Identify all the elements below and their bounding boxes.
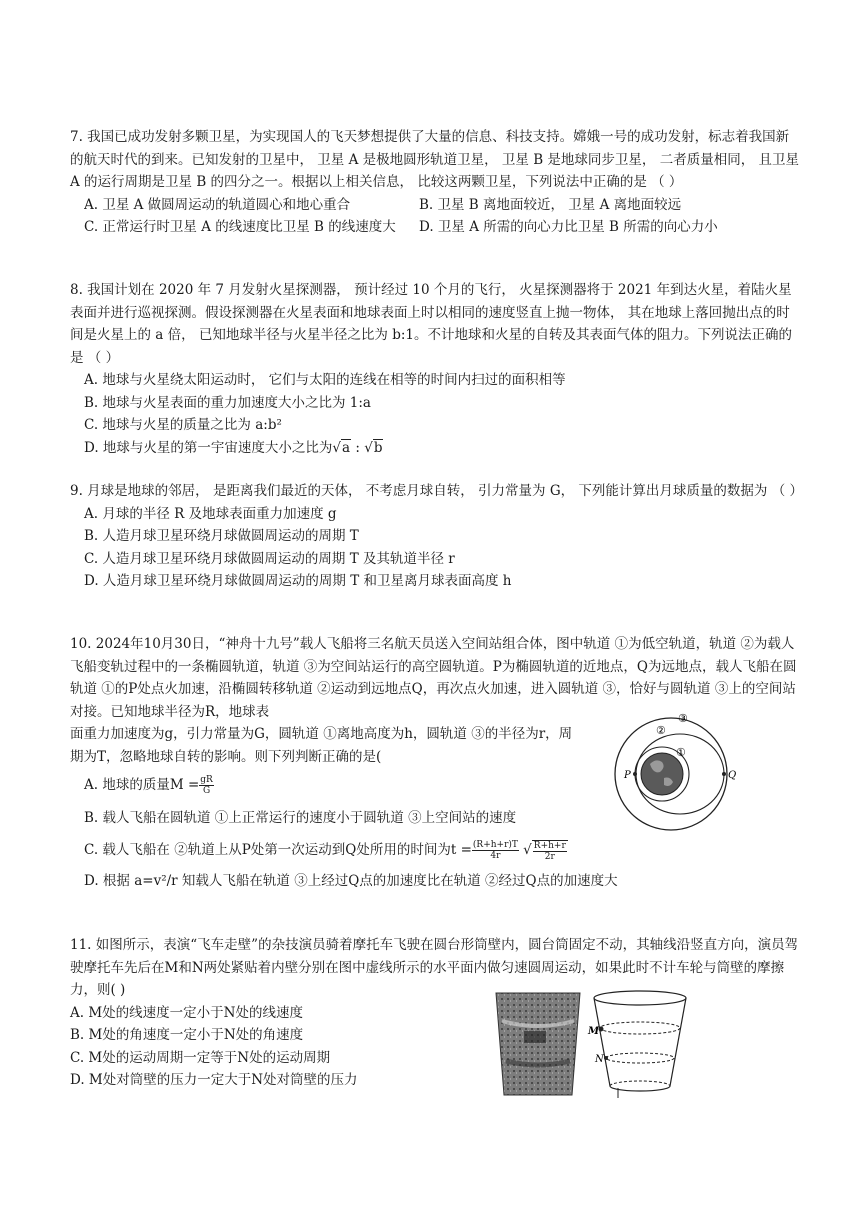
q11-option-c: C. M处的运动周期一定等于N处的运动周期: [70, 1049, 331, 1066]
point-n-dot: [604, 1056, 608, 1060]
cone-diagram: [584, 988, 696, 1100]
point-p-dot: [633, 772, 637, 776]
orbit-diagram: [600, 712, 742, 844]
label-orbit-1: ①: [676, 746, 686, 759]
q7-option-a: A. 卫星 A 做圆周运动的轨道圆心和地心重合: [84, 196, 351, 213]
q8-option-b: B. 地球与火星表面的重力加速度大小之比为 1:a: [84, 394, 371, 411]
q8-option-c: C. 地球与火星的质量之比为 a:b²: [84, 417, 282, 433]
label-p: P: [624, 770, 631, 781]
label-orbit-3: ③: [678, 712, 688, 725]
path-n-dashed: [606, 1053, 674, 1063]
q10-option-d: D. 根据 a=v²/r 知载人飞船在轨道 ③上经过Q点的加速度比在轨道 ②经过Q点的加速度大: [84, 872, 618, 889]
motorcycle-icon: [524, 1031, 546, 1043]
q7-options-row2: [70, 216, 800, 239]
frac-numerator: gR: [200, 775, 213, 785]
sqrt-a: a: [342, 439, 351, 456]
sqrt-b: b: [373, 439, 383, 456]
q11-option-d: D. M处对筒壁的压力一定大于N处对筒壁的压力: [70, 1072, 358, 1088]
q8-option-d: D. 地球与火星的第一宇宙速度大小之比为√a : √b: [84, 439, 383, 456]
earth-icon: [641, 753, 683, 795]
q11-option-a: A. M处的线速度一定小于N处的线速度: [70, 1004, 303, 1021]
q10-stem: 10. 2024年10月30日，“神舟十九号”载人飞船将三名航天员送入空间站组合体，图中轨道 ①为低空轨道，轨道 ②为载人飞船变轨过程中的一条椭圆轨道，轨道 ③为空间站运行的高空圆轨道。P为椭圆轨道的近地点，Q为远地点，载人飞船在圆轨道 ①的P处点火加速，沿椭圆转移轨道 ②运动到远地点Q，再次点火加速，进入圆轨道 ③，恰好与圆轨道 ③上的空间站对接。已知地球半径为R，地球表: [70, 636, 797, 720]
q7-option-d: D. 卫星 A 所需的向心力比卫星 B 所需的向心力小: [419, 219, 718, 235]
q9-option-d: D. 人造月球卫星环绕月球做圆周运动的周期 T 和卫星离月球表面高度 h: [84, 573, 512, 589]
q10-option-c: C. 载人飞船在 ②轨道上从P处第一次运动到Q处所用的时间为t = $\frac{(R+h+r)T}{4r}$ √ $\frac{R+h+r}{2r}$: [84, 840, 566, 862]
question-9: [70, 480, 803, 593]
q9-option-a: A. 月球的半径 R 及地球表面重力加速度 g: [84, 505, 337, 522]
label-orbit-2: ②: [656, 724, 666, 737]
label-q: Q: [728, 770, 737, 781]
point-m-dot: [599, 1027, 604, 1032]
path-m-dashed: [600, 1022, 680, 1034]
question-8: [70, 279, 800, 459]
frac-denominator: G: [202, 786, 211, 796]
q7-option-b: B. 卫星 B 离地面较近， 卫星 A 离地面较远: [419, 196, 682, 213]
q10-option-a: A. 地球的质量M = $\frac{gR}{G}$: [84, 775, 213, 796]
q11-stem: 11. 如图所示，表演“飞车走壁”的杂技演员骑着摩托车飞驶在圆台形筒壁内，圆台筒固定不动，其轴线沿竖直方向，演员驾驶摩托车先后在M和N两处紧贴着内壁分别在图中虚线所示的水平面内做匀速圆周运动，如果此时不计车轮与筒壁的摩擦力，则( ): [70, 937, 799, 998]
label-m: M: [588, 1026, 600, 1037]
q9-stem: 9. 月球是地球的邻居， 是距离我们最近的天体， 不考虑月球自转， 引力常量为 G， 下列能计算出月球质量的数据为 （ ）: [70, 483, 803, 499]
question-7: [70, 126, 800, 239]
q7-options-row1: [70, 194, 800, 217]
q9-option-b: B. 人造月球卫星环绕月球做圆周运动的周期 T: [84, 528, 359, 544]
q10-option-b: B. 载人飞船在圆轨道 ①上正常运行的速度小于圆轨道 ③上空间站的速度: [84, 809, 517, 826]
wall-ride-photo: [494, 991, 582, 1097]
q8-stem: 8. 我国计划在 2020 年 7 月发射火星探测器， 预计经过 10 个月的飞行， 火星探测器将于 2021 年到达火星，着陆火星表面并进行巡视探测。假设探测器在火星表面和地球表面上时以相同的速度竖直上抛一物体， 其在地球上落回抛出点的时间是火星上的 a 倍， 已知地球半径与火星半径之比为 b:1。不计地球和火星的自转及其表面气体的阻力。下列说法正确的是 （ ）: [70, 282, 792, 366]
q8-option-a: A. 地球与火星绕太阳运动时， 它们与太阳的连线在相等的时间内扫过的面积相等: [84, 372, 566, 388]
q9-option-c: C. 人造月球卫星环绕月球做圆周运动的周期 T 及其轨道半径 r: [84, 550, 455, 567]
q11-option-b: B. M处的角速度一定小于N处的角速度: [70, 1027, 304, 1043]
q7-stem: 7. 我国已成功发射多颗卫星，为实现国人的飞天梦想提供了大量的信息、科技支持。嫦娥一号的成功发射，标志着我国新的航天时代的到来。已知发射的卫星中， 卫星 A 是极地圆形轨道卫星， 卫星 B 是地球同步卫星， 二者质量相同， 且卫星 A 的运行周期是卫星 B 的四分之一。根据以上相关信息， 比较这两颗卫星，下列说法中正确的是 （ ）: [70, 129, 799, 190]
label-n: N: [595, 1054, 604, 1065]
q10-stem-cont: 面重力加速度为g，引力常量为G，圆轨道 ①离地高度为h，圆轨道 ③的半径为r，周期为T，忽略地球自转的影响。则下列判断正确的是(: [70, 726, 573, 765]
q7-option-c: C. 正常运行时卫星 A 的线速度比卫星 B 的线速度大: [84, 219, 396, 235]
point-q-dot: [722, 772, 726, 776]
